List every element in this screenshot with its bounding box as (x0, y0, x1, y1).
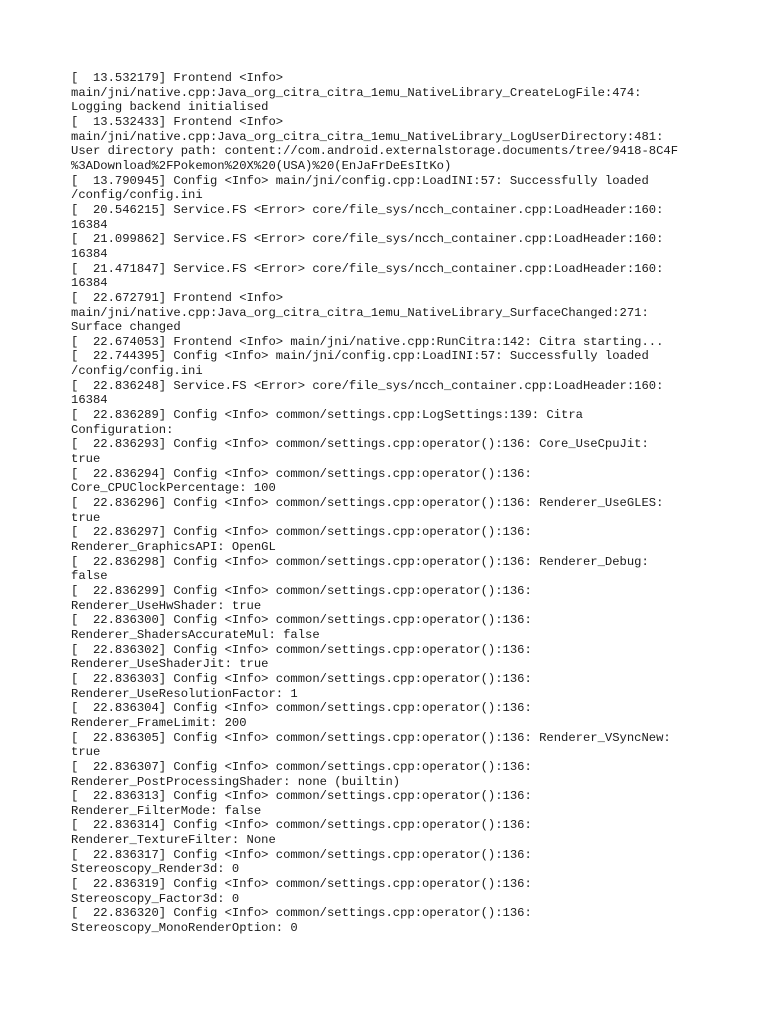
log-line: /config/config.ini (71, 364, 203, 379)
log-line: [ 22.836302] Config <Info> common/settings.cpp:operator():136: (71, 642, 532, 657)
log-line: /config/config.ini (71, 188, 203, 203)
log-line: Renderer_UseShaderJit: true (71, 657, 269, 672)
log-line: Renderer_PostProcessingShader: none (builtin) (71, 774, 401, 789)
log-line: [ 22.836293] Config <Info> common/settings.cpp:operator():136: Core_UseCpuJit: (71, 437, 649, 452)
log-line: [ 22.836296] Config <Info> common/settings.cpp:operator():136: Renderer_UseGLES: (71, 496, 664, 511)
log-line: [ 22.836319] Config <Info> common/settings.cpp:operator():136: (71, 877, 532, 892)
log-line: Renderer_FilterMode: false (71, 803, 262, 818)
log-line: [ 22.836294] Config <Info> common/settings.cpp:operator():136: (71, 466, 532, 481)
log-line: Renderer_UseHwShader: true (71, 598, 262, 613)
log-line: [ 22.836299] Config <Info> common/settings.cpp:operator():136: (71, 583, 532, 598)
log-line: 16384 (71, 217, 108, 232)
log-line: %3ADownload%2FPokemon%20X%20(USA)%20(EnJaFrDeEsItKo) (71, 158, 452, 173)
log-line: Stereoscopy_Factor3d: 0 (71, 891, 240, 906)
log-line: Renderer_GraphicsAPI: OpenGL (71, 540, 276, 554)
log-line: Surface changed (71, 320, 181, 335)
log-line: main/jni/native.cpp:Java_org_citra_citra_1emu_NativeLibrary_CreateLogFile:474: (71, 85, 642, 100)
log-line: Renderer_FrameLimit: 200 (71, 715, 247, 730)
log-line: [ 22.836303] Config <Info> common/settings.cpp:operator():136: (71, 671, 532, 686)
log-line: [ 22.836305] Config <Info> common/settings.cpp:operator():136: Renderer_VSyncNew: (71, 730, 671, 745)
log-line: main/jni/native.cpp:Java_org_citra_citra_1emu_NativeLibrary_LogUserDirectory:481: (71, 129, 664, 144)
log-line: [ 22.836313] Config <Info> common/settings.cpp:operator():136: (71, 789, 532, 804)
log-line: Core_CPUClockPercentage: 100 (71, 481, 276, 496)
log-line: Renderer_TextureFilter: None (71, 833, 276, 848)
log-line: Stereoscopy_MonoRenderOption: 0 (71, 921, 298, 936)
log-line: [ 21.471847] Service.FS <Error> core/file_sys/ncch_container.cpp:LoadHeader:160: (71, 261, 664, 276)
log-line: User directory path: content://com.android.externalstorage.documents/tree/9418-8C4F (71, 144, 679, 159)
log-line: [ 22.836320] Config <Info> common/settings.cpp:operator():136: (71, 906, 532, 921)
log-line: 16384 (71, 393, 108, 408)
log-line: [ 21.099862] Service.FS <Error> core/file_sys/ncch_container.cpp:LoadHeader:160: (71, 232, 664, 247)
log-line: [ 13.532179] Frontend <Info> (71, 71, 284, 85)
log-line: true (71, 745, 101, 760)
log-line: false (71, 569, 108, 584)
log-line: 16384 (71, 276, 108, 291)
log-line: true (71, 510, 101, 525)
log-line: [ 22.836300] Config <Info> common/settings.cpp:operator():136: (71, 613, 532, 628)
log-line: [ 22.836298] Config <Info> common/settings.cpp:operator():136: Renderer_Debug: (71, 554, 649, 569)
log-line: true (71, 452, 101, 467)
log-line: [ 22.836297] Config <Info> common/settings.cpp:operator():136: (71, 525, 532, 540)
log-line: [ 20.546215] Service.FS <Error> core/file_sys/ncch_container.cpp:LoadHeader:160: (71, 202, 664, 217)
log-line: [ 22.674053] Frontend <Info> main/jni/native.cpp:RunCitra:142: Citra starting... (71, 334, 664, 349)
log-line: [ 22.836317] Config <Info> common/settings.cpp:operator():136: (71, 847, 532, 862)
log-text-block (71, 71, 721, 936)
log-line: 16384 (71, 246, 108, 261)
log-line: Renderer_ShadersAccurateMul: false (71, 627, 320, 642)
log-line: [ 22.836314] Config <Info> common/settings.cpp:operator():136: (71, 818, 532, 833)
log-line: Configuration: (71, 422, 174, 437)
log-line: [ 22.744395] Config <Info> main/jni/config.cpp:LoadINI:57: Successfully loaded (71, 349, 649, 364)
log-line: main/jni/native.cpp:Java_org_citra_citra_1emu_NativeLibrary_SurfaceChanged:271: (71, 305, 649, 320)
log-line: [ 22.836307] Config <Info> common/settings.cpp:operator():136: (71, 759, 532, 774)
log-line: Renderer_UseResolutionFactor: 1 (71, 686, 298, 701)
log-line: [ 22.836304] Config <Info> common/settings.cpp:operator():136: (71, 701, 532, 716)
log-line: Logging backend initialised (71, 100, 269, 115)
log-line: [ 13.790945] Config <Info> main/jni/config.cpp:LoadINI:57: Successfully loaded (71, 173, 649, 188)
log-line: [ 22.672791] Frontend <Info> (71, 290, 284, 305)
log-line: [ 22.836248] Service.FS <Error> core/file_sys/ncch_container.cpp:LoadHeader:160: (71, 378, 664, 393)
log-line: Stereoscopy_Render3d: 0 (71, 862, 240, 877)
log-line: [ 13.532433] Frontend <Info> (71, 114, 284, 129)
log-line: [ 22.836289] Config <Info> common/settings.cpp:LogSettings:139: Citra (71, 408, 583, 423)
